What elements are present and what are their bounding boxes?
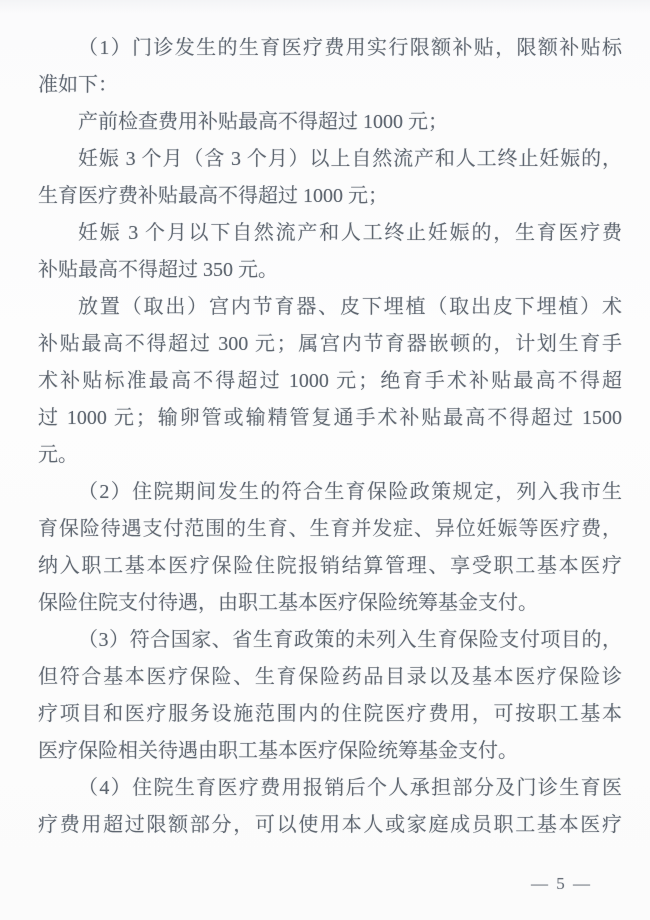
text-line: 疗项目和医疗服务设施范围内的住院医疗费用，可按职工基本: [38, 703, 622, 725]
text-line: 生育医疗费补贴最高不得超过 1000 元；: [38, 185, 388, 207]
text-line: 疗费用超过限额部分，可以使用本人或家庭成员职工基本医疗: [38, 814, 622, 836]
text-line: 过 1000 元；输卵管或输精管复通手术补贴最高不得超过 1500: [38, 407, 622, 429]
document-text-block: [38, 30, 622, 844]
text-line: 元。: [38, 444, 78, 466]
text-line: 但符合基本医疗保险、生育保险药品目录以及基本医疗保险诊: [38, 666, 622, 688]
text-line: （2）住院期间发生的符合生育保险政策规定，列入我市生: [78, 481, 622, 503]
page-number: — 5 —: [531, 874, 592, 893]
text-line: 妊娠 3 个月以下自然流产和人工终止妊娠的，生育医疗费: [78, 222, 622, 244]
text-line: （4）住院生育医疗费用报销后个人承担部分及门诊生育医: [78, 777, 622, 799]
text-line: 纳入职工基本医疗保险住院报销结算管理、享受职工基本医疗: [38, 555, 622, 577]
text-line: 补贴最高不得超过 350 元。: [38, 259, 278, 281]
scan-artifact: [0, 0, 650, 14]
text-line: 补贴最高不得超过 300 元；属宫内节育器嵌顿的，计划生育手: [38, 333, 622, 355]
text-line: 放置（取出）宫内节育器、皮下埋植（取出皮下埋植）术: [78, 296, 622, 318]
text-line: （3）符合国家、省生育政策的未列入生育保险支付项目的，: [78, 629, 622, 651]
text-line: 术补贴标准最高不得超过 1000 元；绝育手术补贴最高不得超: [38, 370, 622, 392]
text-line: 育保险待遇支付范围的生育、生育并发症、异位妊娠等医疗费，: [38, 518, 622, 540]
text-line: （1）门诊发生的生育医疗费用实行限额补贴，限额补贴标: [78, 37, 622, 59]
text-line: 准如下：: [38, 74, 118, 96]
text-line: 产前检查费用补贴最高不得超过 1000 元；: [78, 111, 448, 133]
text-line: 保险住院支付待遇，由职工基本医疗保险统筹基金支付。: [38, 592, 538, 614]
text-line: 妊娠 3 个月（含 3 个月）以上自然流产和人工终止妊娠的，: [78, 148, 622, 170]
text-line: 医疗保险相关待遇由职工基本医疗保险统筹基金支付。: [38, 740, 518, 762]
